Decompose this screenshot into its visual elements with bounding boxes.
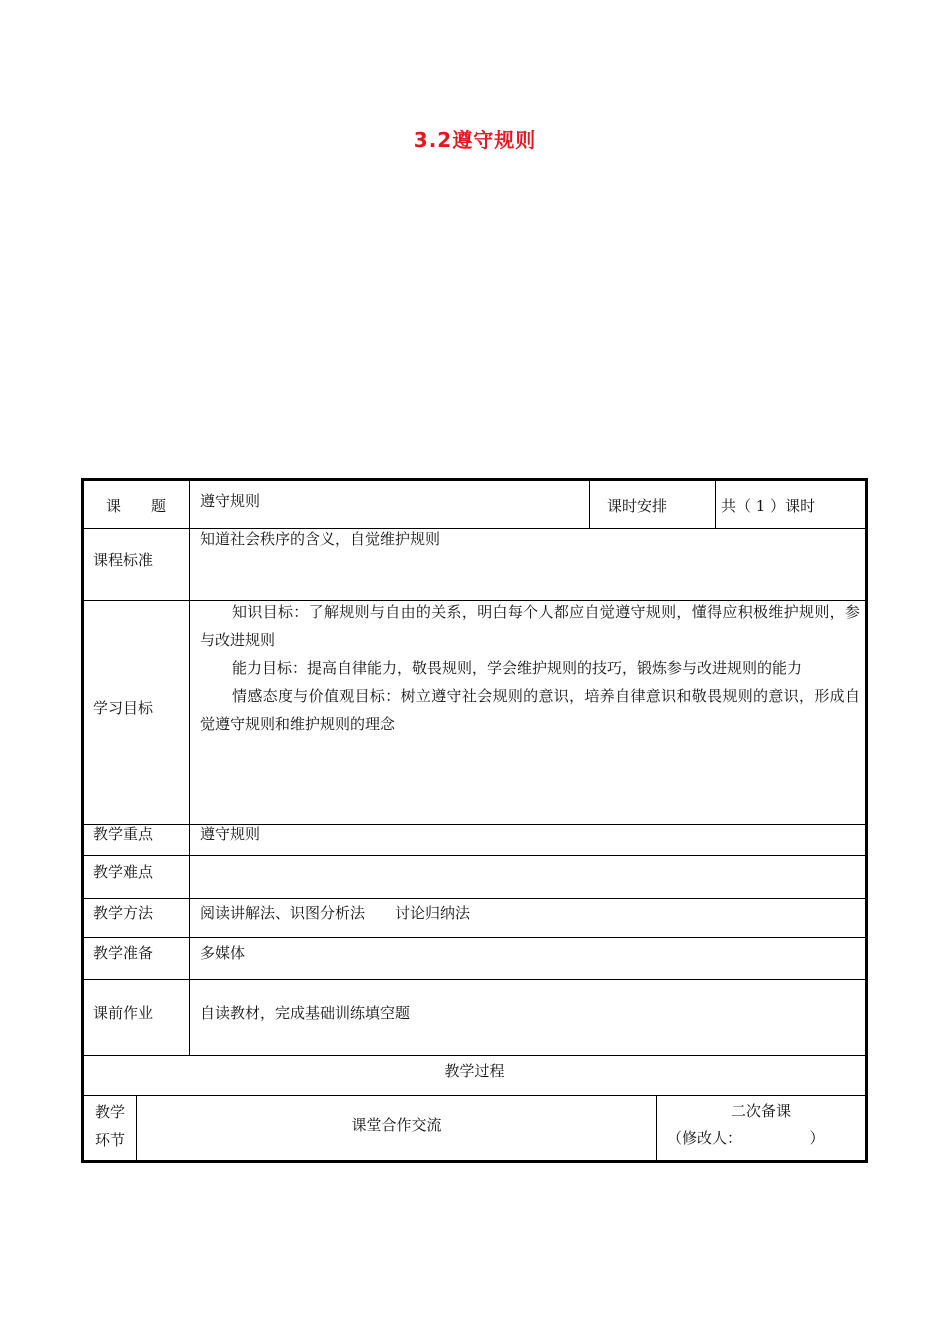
row-divider: [84, 979, 865, 980]
method-label: 教学方法: [93, 904, 154, 922]
row-divider: [84, 1055, 865, 1056]
reviser-label: （修改人： ）: [667, 1129, 825, 1147]
column-divider: [589, 481, 590, 528]
document-title: 3.2遵守规则: [413, 128, 537, 152]
section-label-line-1: 教学: [95, 1103, 126, 1121]
method-value: 阅读讲解法、识图分析法 讨论归纳法: [200, 904, 471, 922]
topic-value: 遵守规则: [200, 492, 261, 510]
objective-attitude: 情感态度与价值观目标：树立遵守社会规则的意识，培养自律意识和敬畏规则的意识，形成自觉遵守规则和维护规则的理念: [200, 687, 860, 733]
row-divider: [84, 855, 865, 856]
column-divider: [715, 481, 716, 528]
homework-value: 自读教材，完成基础训练填空题: [200, 1004, 411, 1022]
key-point-value: 遵守规则: [200, 825, 261, 843]
activity-label: 课堂合作交流: [351, 1116, 442, 1134]
lesson-plan-table: [81, 478, 868, 1163]
objectives-label: 学习目标: [93, 699, 154, 717]
prep-label: 教学准备: [93, 944, 154, 962]
objective-knowledge: 知识目标：了解规则与自由的关系，明白每个人都应自觉遵守规则，懂得应积极维护规则，参与改进规则: [200, 603, 860, 649]
prep-value: 多媒体: [200, 944, 246, 962]
column-divider: [189, 481, 190, 1055]
objectives-text: [200, 598, 860, 738]
row-divider: [84, 1095, 865, 1096]
standard-value: 知道社会秩序的含义，自觉维护规则: [200, 530, 441, 548]
standard-label: 课程标准: [93, 551, 154, 569]
key-point-label: 教学重点: [93, 825, 154, 843]
second-prep-label: 二次备课: [730, 1102, 791, 1120]
schedule-label: 课时安排: [607, 497, 668, 515]
topic-label: 课 题: [106, 497, 167, 515]
process-label: 教学过程: [444, 1062, 505, 1080]
section-label-line-2: 环节: [95, 1131, 126, 1149]
difficulty-label: 教学难点: [93, 863, 154, 881]
homework-label: 课前作业: [93, 1004, 154, 1022]
row-divider: [84, 937, 865, 938]
objective-ability: 能力目标：提高自律能力，敬畏规则，学会维护规则的技巧，锻炼参与改进规则的能力: [232, 659, 803, 677]
schedule-value: 共（ 1 ）课时: [721, 497, 816, 515]
